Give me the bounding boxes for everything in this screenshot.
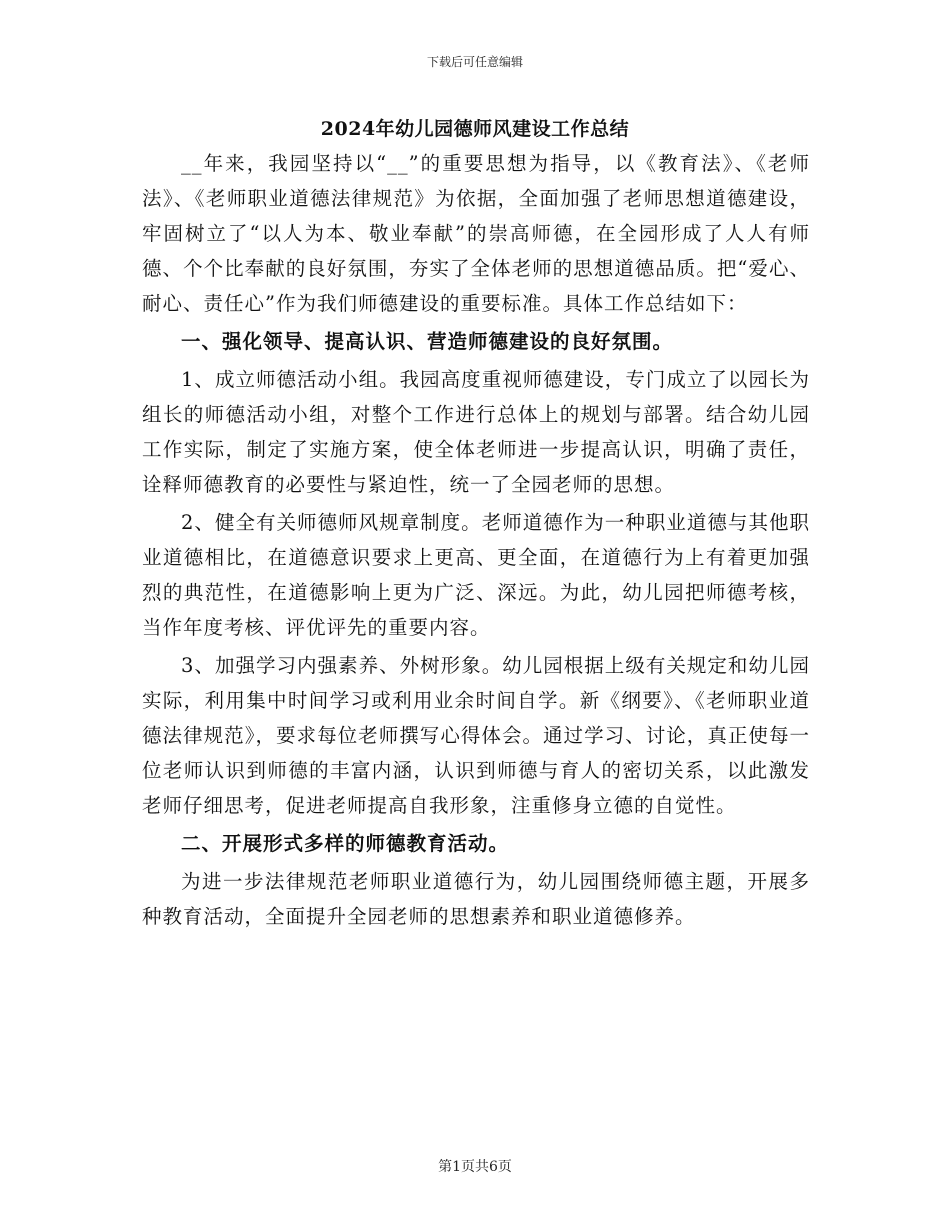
document-title: 2024年幼儿园德师风建设工作总结 bbox=[320, 118, 630, 140]
paragraph-section-2: 为进一步法律规范老师职业道德行为，幼儿园围绕师德主题，开展多种教育活动，全面提升全园老师的思想素养和职业道德修养。 bbox=[142, 870, 810, 928]
header-note: 下载后可任意编辑 bbox=[426, 55, 523, 69]
document-body bbox=[142, 146, 810, 934]
intro-paragraph: __年来，我园坚持以“__”的重要思想为指导，以《教育法》、《老师法》、《老师职业道德法律规范》为依据，全面加强了老师思想道德建设，牢固树立了“以人为本、敬业奉献”的崇高师德，在全园形成了人人有师德、个个比奉献的良好氛围，夯实了全体老师的思想道德品质。把“爱心、耐心、责任心”作为我们师德建设的重要标准。具体工作总结如下： bbox=[142, 152, 810, 315]
section-heading-2: 二、开展形式多样的师德教育活动。 bbox=[181, 832, 510, 855]
section-heading-1: 一、强化领导、提高认识、营造师德建设的良好氛围。 bbox=[181, 330, 674, 353]
paragraph-item-1: 1、成立师德活动小组。我园高度重视师德建设，专门成立了以园长为组长的师德活动小组，对整个工作进行总体上的规划与部署。结合幼儿园工作实际，制定了实施方案，使全体老师进一步提高认识，明确了责任，诠释师德教育的必要性与紧迫性，统一了全园老师的思想。 bbox=[142, 368, 810, 496]
paragraph-item-2: 2、健全有关师德师风规章制度。老师道德作为一种职业道德与其他职业道德相比，在道德意识要求上更高、更全面，在道德行为上有着更加强烈的典范性，在道德影响上更为广泛、深远。为此，幼儿园把师德考核，当作年度考核、评优评先的重要内容。 bbox=[142, 511, 810, 639]
paragraph-item-3: 3、加强学习内强素养、外树形象。幼儿园根据上级有关规定和幼儿园实际，利用集中时间学习或利用业余时间自学。新《纲要》、《老师职业道德法律规范》，要求每位老师撰写心得体会。通过学习、讨论，真正使每一位老师认识到师德的丰富内涵，认识到师德与育人的密切关系，以此激发老师仔细思考，促进老师提高自我形象，注重修身立德的自觉性。 bbox=[142, 654, 810, 817]
page-footer: 第1页共6页 bbox=[438, 1159, 512, 1175]
